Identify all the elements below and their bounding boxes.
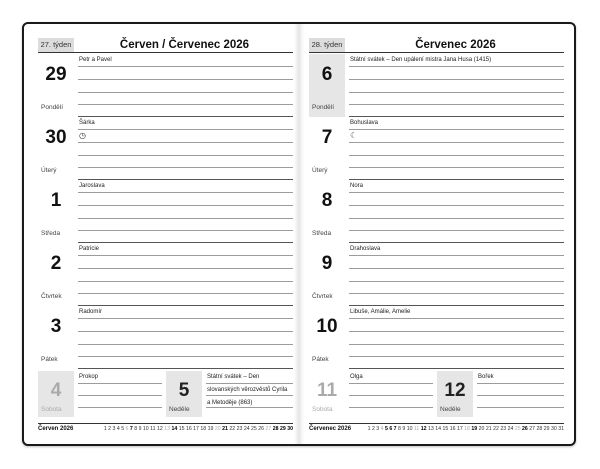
day-monday[interactable] [309,54,564,117]
mini-calendar-day: 19 [471,426,478,432]
day-note-lines[interactable] [78,243,293,306]
day-thursday[interactable] [309,243,564,306]
mini-calendar-day: 20 [478,426,485,432]
day-saturday[interactable] [38,371,162,417]
nameday-note: Prokop [79,374,99,380]
mini-calendar-days [104,426,293,432]
day-tuesday[interactable] [38,117,293,180]
mini-calendar-day: 18 [464,426,470,432]
left-header [38,38,293,53]
mini-calendar-day: 15 [178,426,185,432]
mini-calendar-day: 18 [200,426,207,432]
nameday-note: Jaroslava [79,183,105,189]
mini-calendar-month: Červen 2026 [38,426,74,432]
month-title: Červen / Červenec 2026 [119,39,250,51]
day-name: Pátek [312,356,329,363]
day-note-lines[interactable] [477,371,564,417]
planner-spread [22,22,576,446]
holiday-note-line1: Státní svátek – Den [207,374,260,380]
day-thursday[interactable] [38,243,293,306]
nameday-note: Nora [350,183,364,189]
mini-calendar-day: 28 [272,426,279,432]
day-name: Středa [41,230,61,237]
day-number: 3 [50,316,62,337]
day-note-lines[interactable] [349,371,433,417]
mini-calendar-days [368,426,564,432]
holiday-note-line2: slovanských věrozvěstů Cyrila [207,387,288,393]
nameday-note: Bořek [478,374,494,380]
mini-calendar-day: 2 [371,426,375,432]
day-number: 5 [178,380,190,401]
mini-calendar-day: 19 [207,426,214,432]
day-note-lines[interactable] [78,54,293,117]
mini-calendar [38,423,293,434]
holiday-note-line3: a Metoděje (863) [207,400,253,406]
mini-calendar-day: 6 [125,426,129,432]
day-name: Sobota [41,406,62,413]
day-number: 1 [50,190,62,211]
mini-calendar-day: 1 [367,426,371,432]
nameday-note: Olga [350,374,363,380]
mini-calendar-day: 8 [134,426,138,432]
mini-calendar-day: 20 [214,426,221,432]
day-number: 9 [321,253,333,274]
day-name: Pondělí [312,104,335,111]
mini-calendar-day: 11 [150,426,156,432]
mini-calendar-day: 16 [185,426,192,432]
day-note-lines[interactable] [349,306,564,369]
mini-calendar-day: 12 [157,426,163,432]
day-friday[interactable] [309,306,564,369]
mini-calendar-day: 29 [543,426,550,432]
week-label: 27. týden [38,38,74,52]
day-number: 30 [45,127,67,148]
day-friday[interactable] [38,306,293,369]
mini-calendar-day: 26 [522,426,528,432]
day-note-lines[interactable] [78,180,293,243]
day-name: Středa [312,230,332,237]
day-number: 2 [50,253,62,274]
day-name: Úterý [312,167,328,174]
day-wednesday[interactable] [38,180,293,243]
mini-calendar-day: 5 [121,426,125,432]
nameday-note: Drahoslava [350,246,381,252]
day-number: 29 [45,64,67,85]
mini-calendar-day: 8 [398,426,401,432]
day-name: Pondělí [41,104,64,111]
moon-phase-icon: ◷ [79,131,86,140]
mini-calendar-day: 17 [193,426,199,432]
month-title: Červenec 2026 [415,39,496,51]
day-name: Čtvrtek [41,293,62,300]
moon-phase-icon: ☾ [350,131,358,140]
day-tuesday[interactable] [309,117,564,180]
day-name: Sobota [312,406,333,413]
mini-calendar-day: 25 [514,426,521,432]
day-note-lines[interactable] [349,117,564,180]
day-saturday[interactable] [309,371,433,417]
day-note-lines[interactable] [349,180,564,243]
day-note-lines[interactable] [78,117,293,180]
day-number: 4 [50,380,62,401]
mini-calendar-day: 3 [376,426,380,432]
mini-calendar-day: 27 [529,426,536,432]
day-name: Úterý [41,167,57,174]
right-header [309,38,564,53]
day-name: Neděle [440,406,461,413]
mini-calendar-day: 30 [287,426,293,432]
nameday-note: Bohuslava [350,120,379,126]
mini-calendar-day: 14 [171,426,178,432]
day-name: Neděle [169,406,190,413]
nameday-note: Petr a Pavel [79,57,112,63]
mini-calendar-day: 13 [428,426,434,432]
mini-calendar-day: 21 [485,426,492,432]
day-note-lines[interactable] [349,54,564,117]
mini-calendar-day: 24 [507,426,514,432]
mini-calendar-day: 6 [389,426,393,432]
day-note-lines[interactable] [349,243,564,306]
nameday-note: Šárka [79,120,95,126]
day-note-lines[interactable] [206,371,293,417]
mini-calendar-day: 17 [456,426,463,432]
day-number: 11 [316,380,338,401]
weekend-row [309,371,564,417]
day-note-lines[interactable] [78,306,293,369]
mini-calendar-day: 12 [420,426,427,432]
mini-calendar-day: 26 [258,426,265,432]
nameday-note: Patricie [79,246,100,252]
mini-calendar-day: 30 [550,426,557,432]
mini-calendar-day: 28 [536,426,543,432]
nameday-note: Radomír [79,309,103,315]
mini-calendar-day: 11 [413,426,420,432]
holiday-note: Státní svátek – Den upálení mistra Jana Husa (1415) [350,57,492,63]
mini-calendar-day: 16 [449,426,456,432]
mini-calendar-day: 21 [222,426,228,432]
right-page [309,38,564,436]
mini-calendar-day: 22 [493,426,499,432]
mini-calendar-day: 9 [138,426,142,432]
day-note-lines[interactable] [78,371,162,417]
mini-calendar-day: 2 [108,426,112,432]
day-sunday[interactable] [437,371,564,417]
spine [294,24,304,444]
day-name: Čtvrtek [312,293,333,300]
mini-calendar-day: 25 [251,426,257,432]
mini-calendar-day: 22 [229,426,236,432]
day-number: 12 [444,380,466,401]
mini-calendar-day: 5 [384,426,388,432]
mini-calendar-day: 24 [243,426,250,432]
mini-calendar-day: 31 [558,426,564,432]
day-number: 6 [321,64,333,85]
mini-calendar-day: 7 [129,426,133,432]
day-sunday[interactable] [166,371,293,417]
mini-calendar-day: 10 [142,426,149,432]
week-label: 28. týden [309,38,345,52]
day-number: 7 [321,127,333,148]
left-page [38,38,293,436]
mini-calendar-day: 10 [406,426,413,432]
mini-calendar-day: 27 [265,426,272,432]
mini-calendar-day: 4 [380,426,384,432]
weekend-row [38,371,293,417]
mini-calendar-day: 23 [236,426,243,432]
mini-calendar-day: 4 [116,426,120,432]
mini-calendar-day: 1 [103,426,107,432]
mini-calendar-day: 23 [500,426,507,432]
mini-calendar-day: 15 [442,426,449,432]
mini-calendar-day: 3 [112,426,116,432]
mini-calendar-day: 13 [164,426,171,432]
day-number: 8 [321,190,333,211]
day-name: Pátek [41,356,58,363]
mini-calendar-day: 7 [393,426,397,432]
mini-calendar-day: 14 [435,426,442,432]
day-number: 10 [316,316,338,337]
day-wednesday[interactable] [309,180,564,243]
mini-calendar-day: 29 [279,426,286,432]
day-monday[interactable] [38,54,293,117]
mini-calendar-day: 9 [402,426,406,432]
mini-calendar [309,423,564,434]
nameday-note: Libuše, Amálie, Amelie [350,309,411,315]
mini-calendar-month: Červenec 2026 [309,426,352,432]
